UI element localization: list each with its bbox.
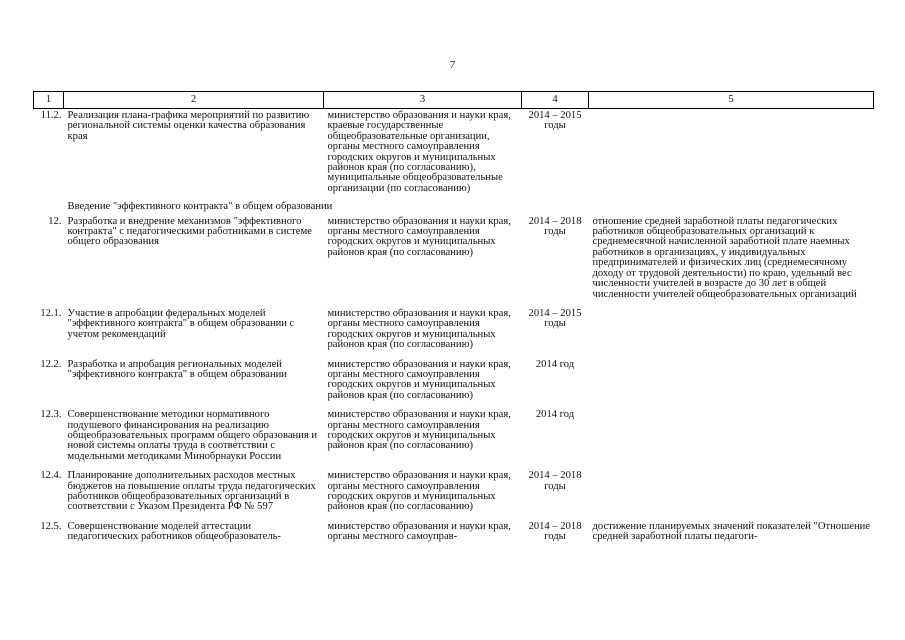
page-number: 7 <box>449 59 456 71</box>
measure-cell: Совершенствование моделей аттестации педагогических работников общеобразователь- <box>67 520 281 543</box>
section-header-row <box>34 201 874 214</box>
executor-cell: министерство образования и науки края, краевые государственные общеобразовательные организации, органы местного самоуправления городских округов и муниципальных районов края (по согласованию), муниципальные общеобразовательные организации (по согласованию) <box>327 110 511 194</box>
table-row <box>34 109 874 202</box>
row-number: 12.4. <box>40 470 62 482</box>
section-spacer <box>34 201 64 214</box>
column-header: 3 <box>324 92 522 109</box>
column-number-header <box>34 92 874 109</box>
row-number: 12.3. <box>40 409 62 421</box>
measures-table <box>33 91 874 550</box>
term-cell: 2014 год <box>535 358 575 370</box>
executor-cell: министерство образования и науки края, органы местного самоуправления городских округов и муниципальных районов края (по согласованию) <box>327 358 511 401</box>
table-row <box>34 408 874 469</box>
measure-cell: Участие в апробации федеральных моделей "эффективного контракта" в общем образовании с учетом рекомендаций <box>67 307 295 340</box>
executor-cell: министерство образования и науки края, органы местного самоуправления городских округов и муниципальных районов края (по согласованию) <box>327 307 511 351</box>
executor-cell: министерство образования и науки края, органы местного самоуправления городских округов и муниципальных районов края (по согласованию) <box>327 215 511 258</box>
indicator-cell <box>589 408 874 469</box>
row-number: 12.5. <box>40 520 62 532</box>
column-header: 1 <box>34 92 64 109</box>
measure-cell: Планирование дополнительных расходов местных бюджетов на повышение оплаты труда педагогических работников общеобразовательных организаций в соответствии с Указом Президента РФ № 597 <box>67 470 316 513</box>
column-header: 2 <box>64 92 324 109</box>
measure-cell: Разработка и внедрение механизмов "эффективного контракта" с педагогическими работниками в системе общего образования <box>67 215 312 248</box>
measure-cell: Разработка и апробация региональных моделей "эффективного контракта" в общем образовании <box>67 358 287 380</box>
indicator-cell <box>589 358 874 409</box>
table-row <box>34 358 874 409</box>
column-header: 4 <box>522 92 589 109</box>
indicator-cell <box>589 109 874 202</box>
term-cell: 2014 – 2018 годы <box>528 215 582 238</box>
section-title: Введение "эффективного контракта" в общем образовании <box>67 201 333 213</box>
table-body <box>34 109 874 550</box>
table-row <box>34 520 874 550</box>
table-row <box>34 215 874 307</box>
term-cell: 2014 год <box>535 409 575 421</box>
indicator-cell <box>589 307 874 358</box>
row-number: 12.1. <box>40 307 62 319</box>
measure-cell: Реализация плана-графика мероприятий по развитию региональной системы оценки качества образования края <box>67 110 310 142</box>
table-row <box>34 469 874 520</box>
row-number: 11.2. <box>40 110 62 121</box>
term-cell: 2014 – 2018 годы <box>528 470 582 492</box>
indicator-cell: отношение средней заработной платы педагогических работников общеобразовательных организаций к среднемесячной начисленной заработной плате наемных работников в организациях, у индивидуальных предпринимателей и физических лиц (среднемесячному доходу от трудовой деятельности) по краю, удельный вес численности учителей в возрасте до 30 лет в общей численности учителей общеобразовательных организаций <box>592 215 857 300</box>
column-header: 5 <box>589 92 874 109</box>
row-number: 12. <box>48 215 62 227</box>
executor-cell: министерство образования и науки края, органы местного самоуправления городских округов и муниципальных районов края (по согласованию) <box>327 470 511 513</box>
term-cell: 2014 – 2015 годы <box>528 110 582 132</box>
table-row <box>34 307 874 358</box>
term-cell: 2014 – 2015 годы <box>528 307 582 330</box>
row-number: 12.2. <box>40 358 62 370</box>
measure-cell: Совершенствование методики нормативного подушевого финансирования на реализацию общеобразовательных программ общего образования и новой системы оплаты труда в соответствии с модельными методиками Минобрнауки России <box>67 409 318 462</box>
executor-cell: министерство образования и науки края, органы местного самоуправления городских округов и муниципальных районов края (по согласованию) <box>327 409 511 452</box>
indicator-cell: достижение планируемых значений показателей "Отношение средней заработной платы педагоги- <box>592 520 870 543</box>
indicator-cell <box>589 469 874 520</box>
executor-cell: министерство образования и науки края, органы местного самоуправ- <box>327 520 511 543</box>
term-cell: 2014 – 2018 годы <box>528 520 582 543</box>
